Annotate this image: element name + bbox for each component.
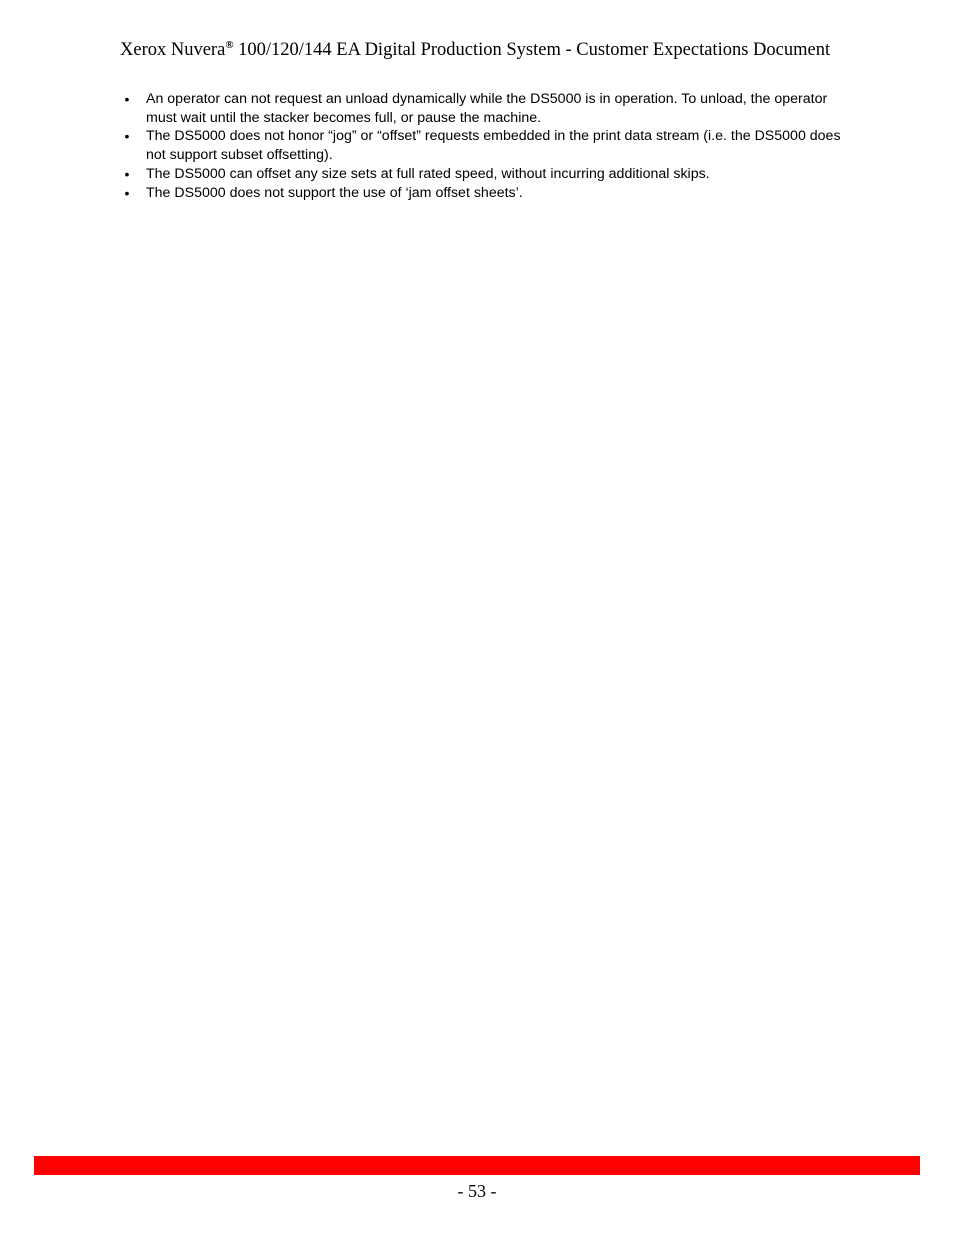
list-item-text: The DS5000 does not honor “jog” or “offset” requests embedded in the print data stream (i.e. the DS5000 does not support subset offsetting). xyxy=(146,128,841,164)
bullet-list xyxy=(120,90,860,202)
header-title-rest: 100/120/144 EA Digital Production System - Customer Expectations Document xyxy=(233,40,831,60)
list-item-text: The DS5000 can offset any size sets at full rated speed, without incurring additional skips. xyxy=(146,165,710,182)
bullet-icon: • xyxy=(124,91,130,107)
header-title: Xerox Nuvera xyxy=(120,40,226,60)
list-item xyxy=(120,184,860,203)
list-item-text: An operator can not request an unload dynamically while the DS5000 is in operation. To unload, the operator must wait until the stacker becomes full, or pause the machine. xyxy=(146,91,828,126)
document-header xyxy=(120,38,880,62)
bullet-icon: • xyxy=(124,165,130,182)
page-number: - 53 - xyxy=(457,1181,497,1201)
list-item xyxy=(120,90,860,127)
footer-bar xyxy=(34,1156,920,1175)
list-item xyxy=(120,165,860,184)
list-item xyxy=(120,127,860,164)
bullet-icon: • xyxy=(124,128,130,145)
bullet-icon: • xyxy=(124,184,130,201)
registered-mark: ® xyxy=(225,39,234,51)
list-item-text: The DS5000 does not support the use of ‘jam offset sheets’. xyxy=(146,184,523,201)
